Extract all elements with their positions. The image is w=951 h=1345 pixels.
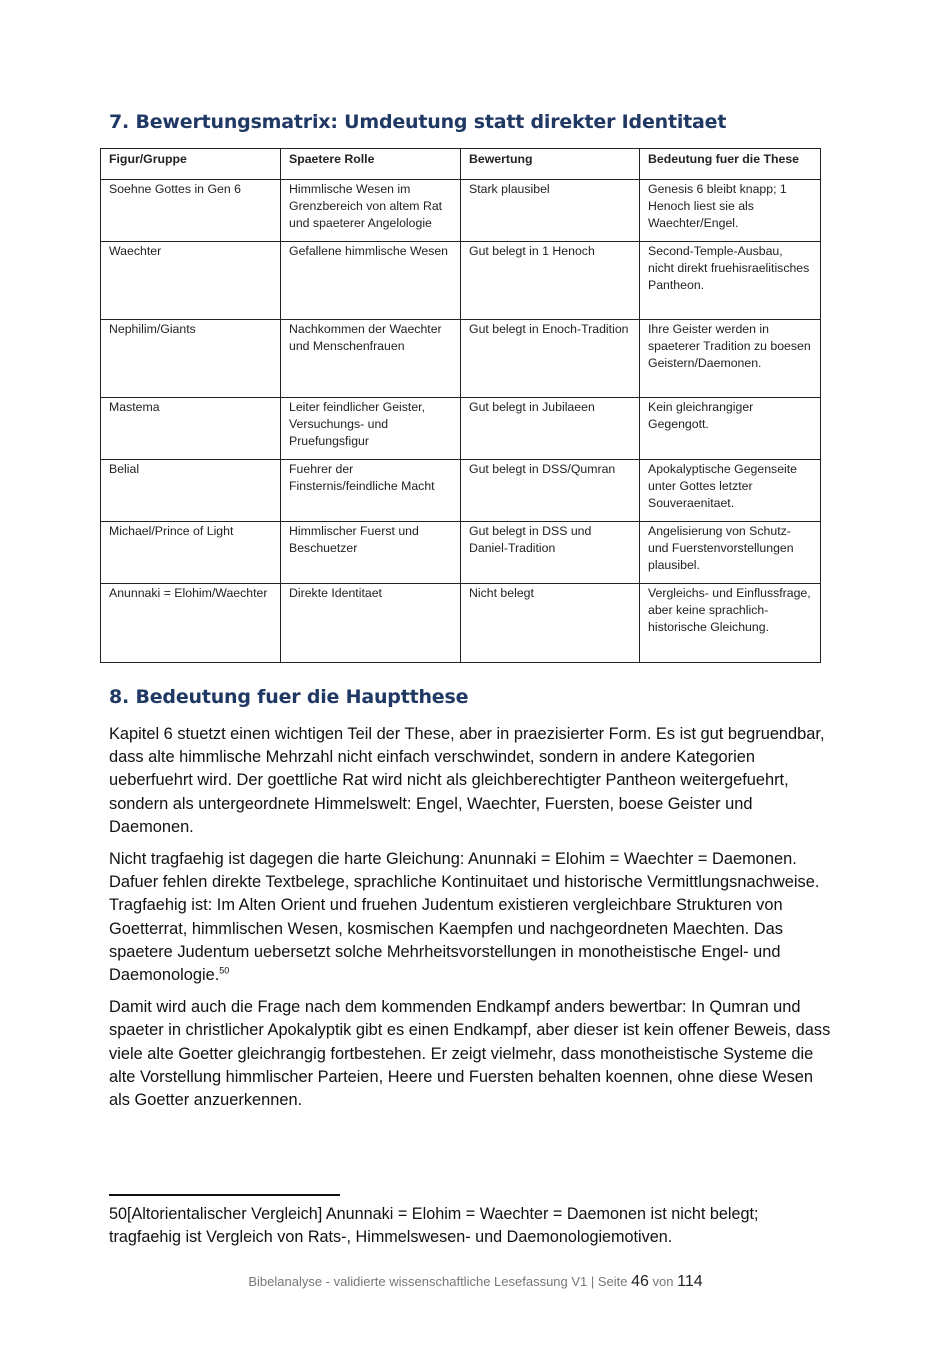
paragraph-1: Kapitel 6 stuetzt einen wichtigen Teil der These, aber in praezisierter Form. Es ist gut begruendbar, dass alte himmlische Mehrzahl nicht einfach verschwindet, sondern in andere Kategorien ueberfuehrt wird. Der goettliche Rat wird nicht als gleichberechtigter Pantheon weitergefuehrt, sondern als untergeordnete Himmelswelt: Engel, Waechter, Fuersten, boese Geister und Daemonen. [109,725,825,836]
table-row [101,522,821,584]
table-cell: Waechter [101,242,281,320]
header-cell: Spaetere Rolle [281,149,461,180]
table-cell: Belial [101,460,281,522]
table-row [101,460,821,522]
table-cell: Angelisierung von Schutz- und Fuerstenvorstellungen plausibel. [640,522,821,584]
footer-label: Bibelanalyse - validierte wissenschaftliche Lesefassung V1 | Seite [248,1274,632,1289]
table-row [101,584,821,663]
table-cell: Gut belegt in DSS/Qumran [461,460,640,522]
current-page-number: 46 [631,1273,649,1290]
table-cell: Soehne Gottes in Gen 6 [101,180,281,242]
table-cell: Gefallene himmlische Wesen [281,242,461,320]
footnote-separator [109,1194,340,1196]
header-cell: Figur/Gruppe [101,149,281,180]
table-cell: Himmlische Wesen im Grenzbereich von altem Rat und spaeterer Angelologie [281,180,461,242]
table-cell: Direkte Identitaet [281,584,461,663]
table-cell: Vergleichs- und Einflussfrage, aber keine sprachlich-historische Gleichung. [640,584,821,663]
header-cell: Bedeutung fuer die These [640,149,821,180]
footnote-reference[interactable]: 50 [219,965,230,976]
table-row [101,242,821,320]
section-heading-8: 8. Bedeutung fuer die Hauptthese [109,686,469,708]
table-cell: Gut belegt in DSS und Daniel-Tradition [461,522,640,584]
table-cell: Gut belegt in Enoch-Tradition [461,320,640,398]
table-cell: Second-Temple-Ausbau, nicht direkt fruehisraelitisches Pantheon. [640,242,821,320]
paragraph-2 [109,848,831,987]
header-cell: Bewertung [461,149,640,180]
table-cell: Apokalyptische Gegenseite unter Gottes letzter Souveraenitaet. [640,460,821,522]
table-cell: Anunnaki = Elohim/Waechter [101,584,281,663]
table-row [101,180,821,242]
page-footer [0,1273,951,1291]
table-cell: Gut belegt in 1 Henoch [461,242,640,320]
table-cell: Himmlischer Fuerst und Beschuetzer [281,522,461,584]
table-row [101,398,821,460]
footnote-50: 50[Altorientalischer Vergleich] Anunnaki = Elohim = Waechter = Daemonen ist nicht belegt; tragfaehig ist Vergleich von Rats-, Himmelswesen- und Daemonologiemotiven. [109,1205,759,1246]
table-cell: Genesis 6 bleibt knapp; 1 Henoch liest sie als Waechter/Engel. [640,180,821,242]
total-page-count: 114 [677,1273,703,1290]
table-cell: Michael/Prince of Light [101,522,281,584]
paragraph-3: Damit wird auch die Frage nach dem kommenden Endkampf anders bewertbar: In Qumran und spaeter in christlicher Apokalyptik gibt es einen Endkampf, aber dieser ist kein offener Beweis, dass viele alte Goetter gleichrangig fortbestehen. Er zeigt vielmehr, dass monotheistische Systeme die alte Vorstellung himmlischer Parteien, Heere und Fuersten behalten koennen, ohne diese Wesen als Goetter anzuerkennen. [109,998,831,1110]
table-cell: Gut belegt in Jubilaeen [461,398,640,460]
table-cell: Leiter feindlicher Geister, Versuchungs- und Pruefungsfigur [281,398,461,460]
table-cell: Ihre Geister werden in spaeterer Tradition zu boesen Geistern/Daemonen. [640,320,821,398]
section-heading-7: 7. Bewertungsmatrix: Umdeutung statt direkter Identitaet [109,111,727,133]
table-cell: Nachkommen der Waechter und Menschenfrauen [281,320,461,398]
table-cell: Nephilim/Giants [101,320,281,398]
table-cell: Mastema [101,398,281,460]
table-row [101,320,821,398]
table-header-row [101,149,821,180]
evaluation-matrix-table [100,148,821,663]
body-text [109,723,831,1121]
footer-of: von [648,1274,678,1289]
table-cell: Stark plausibel [461,180,640,242]
table-cell: Nicht belegt [461,584,640,663]
paragraph-2-text: Nicht tragfaehig ist dagegen die harte Gleichung: Anunnaki = Elohim = Waechter = Daemonen. Dafuer fehlen direkte Textbelege, sprachliche Kontinuitaet und historische Vermittlungsnachweise. Tragfaehig ist: Im Alten Orient und fruehen Judentum existieren vergleichbare Strukturen von Goetterrat, himmlischen Wesen, kosmischen Kaempfen und nachgeordneten Maechten. Das spaetere Judentum uebersetzt solche Mehrheitsvorstellungen in monotheistische Engel- und Daemonologie. [109,850,820,985]
table-cell: Fuehrer der Finsternis/feindliche Macht [281,460,461,522]
table-cell: Kein gleichrangiger Gegengott. [640,398,821,460]
